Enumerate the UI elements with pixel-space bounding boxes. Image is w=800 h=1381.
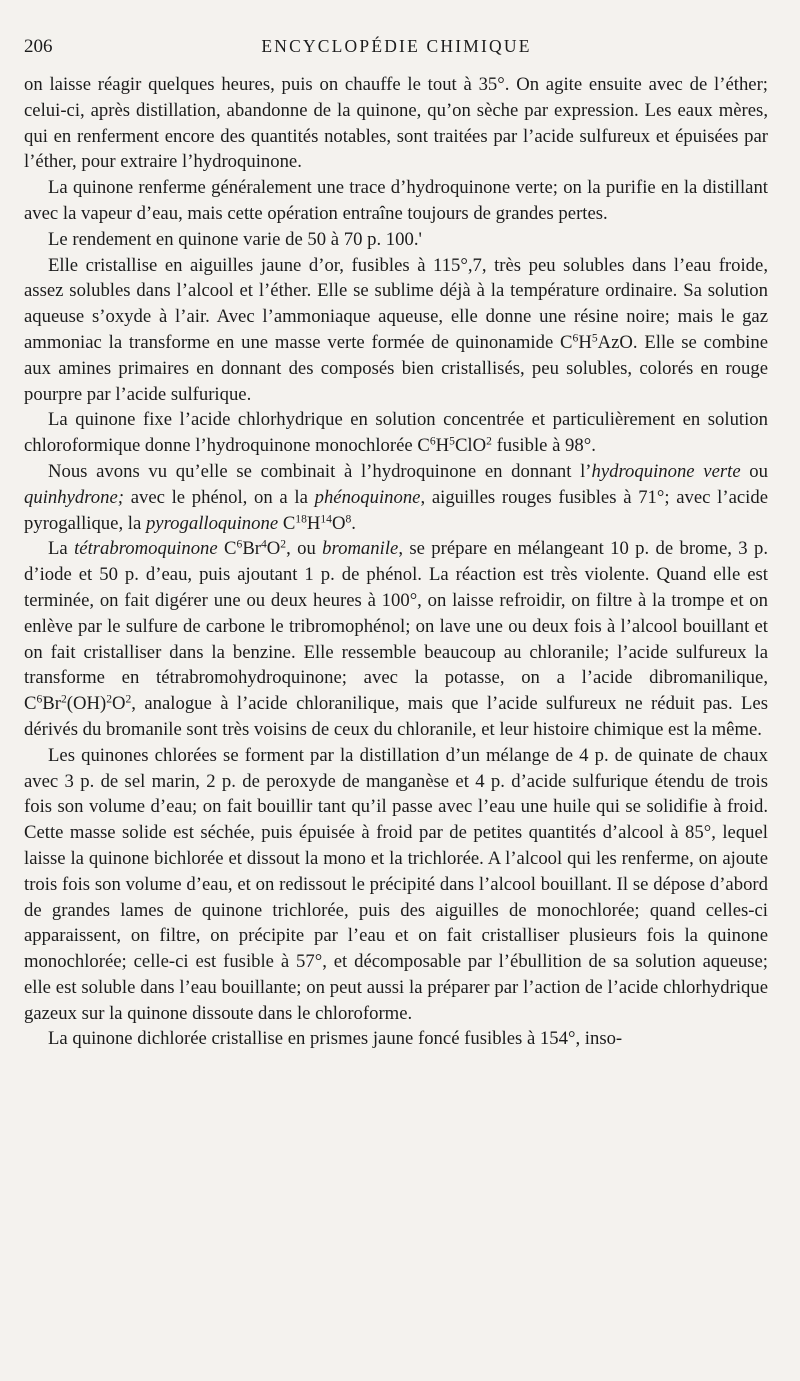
running-title: ENCYCLOPÉDIE CHIMIQUE [261,36,532,56]
paragraph-p7: La tétrabromoquinone $C^6Br^4O^2$, ou bromanile, se prépare en mélangeant 10 p. de brome, 3 p. d’iode et 50 p. d’eau, puis ajoutant 1 p. de phénol. La réaction est très violente. Quand elle est terminée, on fait digérer une ou deux heures à 100°, on laisse refroidir, on filtre à la trompe et on enlève par le sulfure de carbone le tribromophénol; on lave une ou deux fois à l’alcool bouillant et on fait cristalliser dans la benzine. Elle ressemble beaucoup au chloranile; l’acide sulfureux la transforme en tétrabromohydroquinone; avec la potasse, on a l’acide dibromanilique, $C^6Br^2(OH)^2O^2$, analogue à l’acide chloranilique, mais que l’acide sulfureux ne réduit pas. Les dérivés du bromanile sont très voisins de ceux du chloranile, et leur histoire chimique est la même. [24,537,769,740]
paragraph-p6: Nous avons vu qu’elle se combinait à l’hydroquinone en donnant l’hydroquinone verte ou quinhydrone; avec le phénol, on a la phénoquinone, aiguilles rouges fusibles à 71°; avec l’acide pyrogallique, la pyrogalloquinone $C^{18}H^{14}O^8$. [24,460,768,534]
paragraph-p5: La quinone fixe l’acide chlorhydrique en solution concentrée et particulièrement en solution chloroformique donne l’hydroquinone monochlorée $C^6H^5ClO^2$ fusible à 98°. [24,409,768,457]
paragraph-p2: La quinone renferme généralement une trace d’hydroquinone verte; on la purifie en la distillant avec la vapeur d’eau, mais cette opération entraîne toujours de grandes pertes. [24,177,768,224]
paragraph-p1: on laisse réagir quelques heures, puis on chauffe le tout à 35°. On agite ensuite avec de l’éther; celui-ci, après distillation, abandonne de la quinone, qu’on sèche par expression. Les eaux mères, qui en renferment encore des quantités notables, sont traitées par l’acide sulfureux et épuisées par l’éther, pour extraire l’hydroquinone. [24,74,768,173]
page-header [24,34,769,64]
body-text [24,72,768,1052]
paragraph-p9: La quinone dichlorée cristallise en prismes jaune foncé fusibles à 154°, inso- [48,1028,623,1050]
paragraph-p3: Le rendement en quinone varie de 50 à 70 p. 100.' [48,228,422,250]
paragraph-p8: Les quinones chlorées se forment par la distillation d’un mélange de 4 p. de quinate de chaux avec 3 p. de sel marin, 2 p. de peroxyde de manganèse et 4 p. d’acide sulfurique étendu de trois fois son volume d’eau; on fait bouillir tant qu’il passe avec l’eau une huile qui se solidifie à froid. Cette masse solide est séchée, puis épuisée à froid par de petites quantités d’alcool à 85°, lequel laisse la quinone bichlorée et dissout la mono et la trichlorée. A l’alcool qui les renferme, on ajoute trois fois son volume d’eau, et on redissout le précipité dans l’alcool bouillant. Il se dépose d’abord de grandes lames de quinone trichlorée, puis des aiguilles de monochlorée; quand celles-ci apparaissent, on filtre, on précipite par l’eau et on fait cristalliser plusieurs fois la quinone monochlorée; celle-ci est fusible à 57°, et décomposable par l’ébullition de sa solution aqueuse; elle est soluble dans l’eau bouillante; on peut aussi la préparer par l’action de l’acide chlorhydrique gazeux sur la quinone dissoute dans le chloroforme. [24,744,768,1024]
paragraph-p4: Elle cristallise en aiguilles jaune d’or, fusibles à 115°,7, très peu solubles dans l’eau froide, assez solubles dans l’alcool et l’éther. Elle se sublime déjà à la température ordinaire. Sa solution aqueuse s’oxyde à l’air. Avec l’ammoniaque aqueuse, elle donne une résine noire; mais le gaz ammoniac la transforme en une masse verte formée de quinonamide $C^6H^5AzO$. Elle se combine aux amines primaires en donnant des composés bien cristallisés, peu solubles, colorés en rouge pourpre par l’acide sulfurique. [24,254,768,405]
page-number: 206 [24,36,53,57]
